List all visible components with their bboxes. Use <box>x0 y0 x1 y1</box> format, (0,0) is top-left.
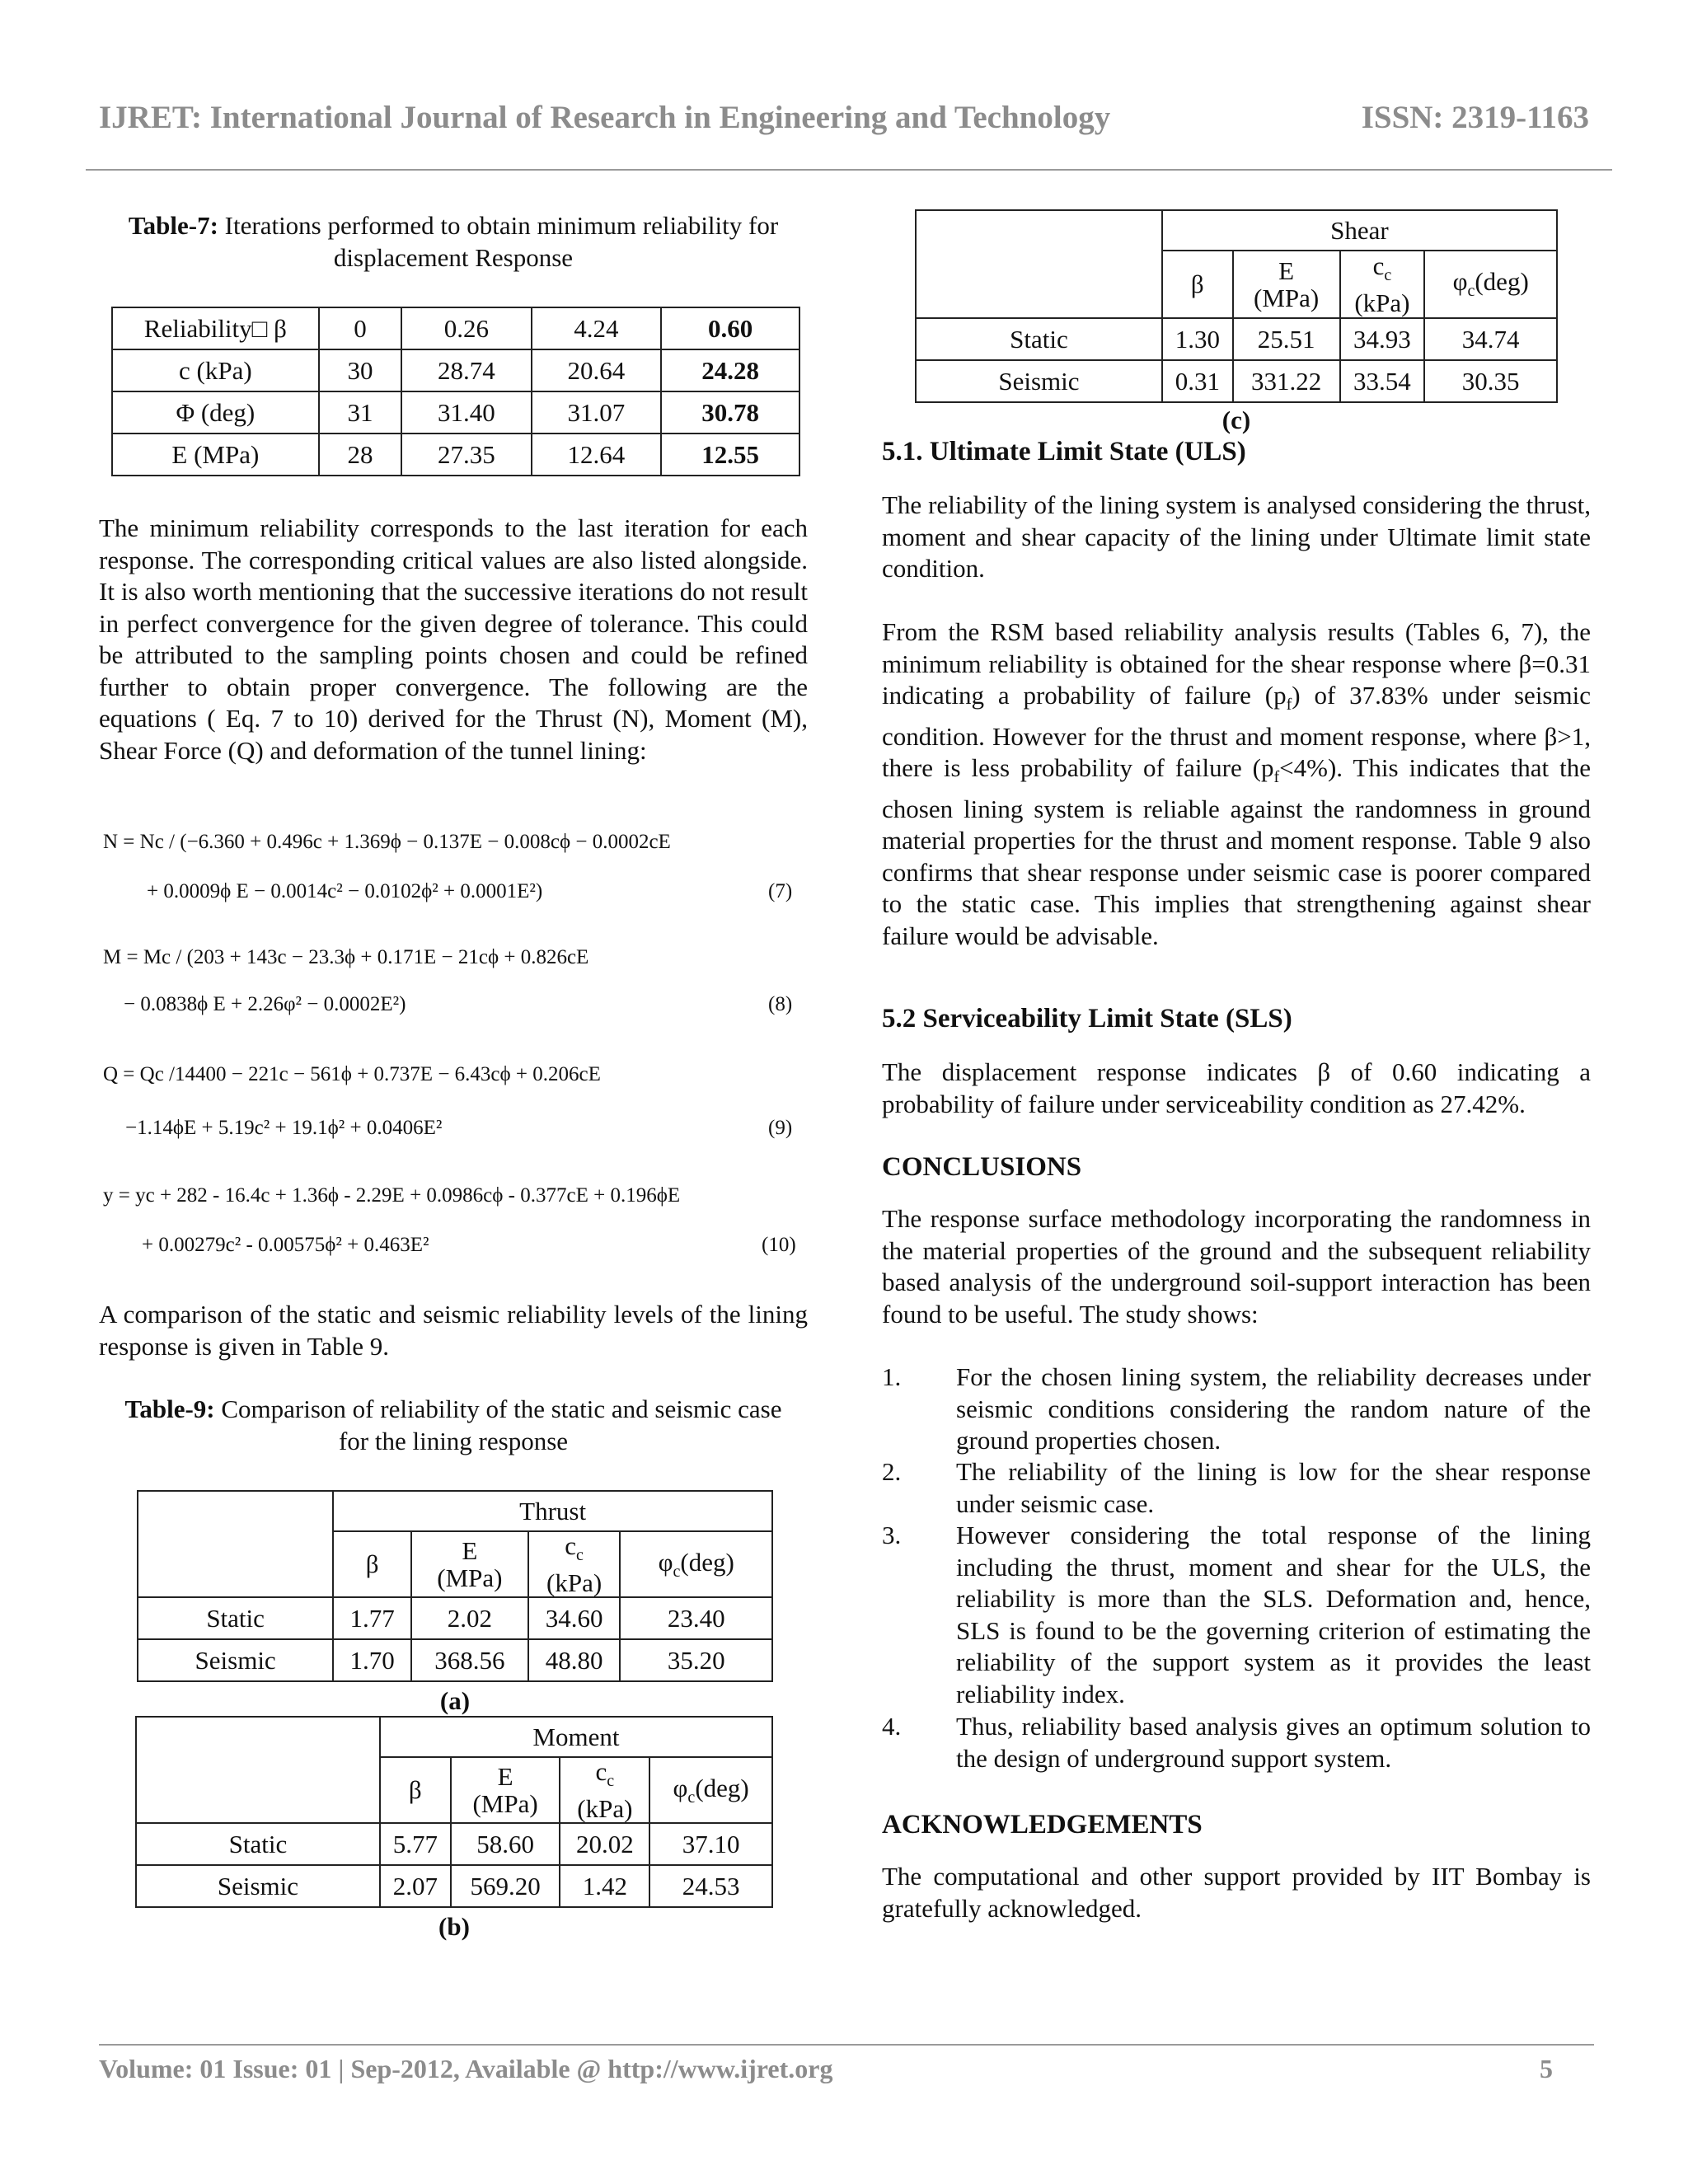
list-number: 1. <box>882 1362 902 1391</box>
table9-label-a: (a) <box>439 1686 471 1715</box>
row-label: Seismic <box>138 1639 333 1681</box>
table-cell: 368.56 <box>411 1639 528 1681</box>
journal-title: IJRET: International Journal of Research in Engineering and Technology <box>99 100 1111 135</box>
list-number: 2. <box>882 1457 902 1486</box>
table-cell: 331.22 <box>1233 360 1340 402</box>
group-header: Thrust <box>333 1491 772 1531</box>
col-c: $c_c$ (kPa) <box>528 1531 621 1597</box>
col-beta: β <box>1162 251 1233 318</box>
table-cell: 31 <box>319 391 401 434</box>
table-cell: 34.93 <box>1340 318 1425 360</box>
list-text: For the chosen lining system, the reliability decreases under seismic conditions considering the random nature of the ground properties chosen. <box>956 1362 1591 1455</box>
table-row <box>112 434 799 476</box>
eq9-line1: Q = Qc /14400 − 221c − 561ϕ + 0.737E − 6.43cϕ + 0.206cE <box>103 1063 601 1085</box>
table-cell: 1.77 <box>333 1597 411 1639</box>
footer-rule <box>99 2044 1594 2046</box>
left-para2: A comparison of the static and seismic reliability levels of the lining response is given in Table 9. <box>99 1300 808 1361</box>
col-c: $c_c$ (kPa) <box>1340 251 1425 318</box>
footer-text: Volume: 01 Issue: 01 | Sep-2012, Available @ http://www.ijret.org <box>99 2054 833 2083</box>
table-cell: 28 <box>319 434 401 476</box>
table-cell: 0.60 <box>661 307 799 349</box>
table-cell: 37.10 <box>649 1823 772 1865</box>
table-cell: 2.02 <box>411 1597 528 1639</box>
table9-label-c: (c) <box>1221 405 1251 434</box>
col-beta: β <box>333 1531 411 1597</box>
table-row <box>112 349 799 391</box>
table-row <box>136 1823 772 1865</box>
table-cell: 34.60 <box>528 1597 621 1639</box>
table-cell: 27.35 <box>401 434 531 476</box>
eq7-line1: N = Nc / (−6.360 + 0.496c + 1.369ϕ − 0.137E − 0.008cϕ − 0.0002cE <box>103 831 671 853</box>
group-header: Moment <box>380 1717 772 1757</box>
table-cell: 2.07 <box>380 1865 451 1907</box>
table-cell: 33.54 <box>1340 360 1425 402</box>
list-text: Thus, reliability based analysis gives an optimum solution to the design of underground support system. <box>956 1712 1591 1773</box>
table-cell: 4.24 <box>532 307 661 349</box>
eq10-number: (10) <box>762 1234 796 1256</box>
eq9-line2: −1.14ϕE + 5.19c² + 19.1ϕ² + 0.0406E² <box>125 1117 443 1139</box>
conclusions-para: The response surface methodology incorporating the randomness in the material properties of the ground and the subsequent reliability based analysis of the underground soil-support interaction has been found to be useful. The study shows: <box>882 1204 1591 1329</box>
uls-para1: The reliability of the lining system is analysed considering the thrust, moment and shear capacity of the lining under Ultimate limit state condition. <box>882 490 1591 583</box>
table-cell: 30 <box>319 349 401 391</box>
table9-thrust <box>137 1490 773 1682</box>
table-cell: 12.64 <box>532 434 661 476</box>
list-number: 3. <box>882 1521 902 1549</box>
table9-moment <box>135 1716 773 1908</box>
table-cell: 569.20 <box>451 1865 560 1907</box>
table-cell: 0.26 <box>401 307 531 349</box>
table-cell: 58.60 <box>451 1823 560 1865</box>
row-label: Reliability□ β <box>112 307 319 349</box>
table-row <box>138 1639 772 1681</box>
table-cell: 31.40 <box>401 391 531 434</box>
empty-corner <box>136 1717 380 1823</box>
col-e: E (MPa) <box>1233 251 1340 318</box>
table-cell: 0.31 <box>1162 360 1233 402</box>
uls-para2: From the RSM based reliability analysis results (Tables 6, 7), the minimum reliability is obtained for the shear response where β=0.31 indicating a probability of failure $(p_f)$ of 37.83% under seismic condition. However for the thrust and moment response, where β>1, there is less probability of failure $(p_f<4\%)$. This indicates that the chosen lining system is reliable against the randomness in ground material properties for the thrust and moment response. Table 9 also confirms that shear response under seismic case is poorer compared to the static case. This implies that strengthening against shear failure would be advisable. <box>882 617 1591 950</box>
list-text: The reliability of the lining is low for the shear response under seismic case. <box>956 1457 1591 1518</box>
eq8-line2: − 0.0838ϕ E + 2.26φ² − 0.0002E²) <box>124 993 406 1015</box>
table-cell: 30.35 <box>1424 360 1557 402</box>
table-cell: 25.51 <box>1233 318 1340 360</box>
conclusions-heading: CONCLUSIONS <box>882 1152 1082 1182</box>
row-label: Static <box>138 1597 333 1639</box>
table-row <box>112 307 799 349</box>
eq10-line2: + 0.00279c² - 0.00575ϕ² + 0.463E² <box>142 1234 429 1256</box>
row-label: Seismic <box>136 1865 380 1907</box>
table-row <box>136 1865 772 1907</box>
table-cell: 1.30 <box>1162 318 1233 360</box>
table-cell: 20.64 <box>532 349 661 391</box>
table-cell: 1.70 <box>333 1639 411 1681</box>
eq8-number: (8) <box>768 993 793 1015</box>
list-number: 4. <box>882 1712 902 1741</box>
table-cell: 23.40 <box>620 1597 772 1639</box>
page-number: 5 <box>1540 2054 1553 2083</box>
table-cell: 28.74 <box>401 349 531 391</box>
sls-heading: 5.2 Serviceability Limit State (SLS) <box>882 1004 1292 1033</box>
row-label: E (MPa) <box>112 434 319 476</box>
col-phi: $\varphi_c(deg)$ <box>649 1757 772 1823</box>
table-cell: 35.20 <box>620 1639 772 1681</box>
table-cell: 30.78 <box>661 391 799 434</box>
eq7-line2: + 0.0009ϕ E − 0.0014c² − 0.0102ϕ² + 0.0001E²) <box>147 880 543 902</box>
table-cell: 24.53 <box>649 1865 772 1907</box>
table9-shear <box>915 209 1558 403</box>
table-cell: 31.07 <box>532 391 661 434</box>
ack-para: The computational and other support provided by IIT Bombay is gratefully acknowledged. <box>882 1862 1591 1923</box>
empty-corner <box>916 210 1162 318</box>
header-rule <box>86 169 1612 171</box>
table-row <box>138 1597 772 1639</box>
table-row <box>916 318 1557 360</box>
table-cell: 0 <box>319 307 401 349</box>
list-text: However considering the total response of the lining including the thrust, moment and shear for the ULS, the reliability is more than the SLS. Deformation and, hence, SLS is found to be the governing criterion of estimating the reliability of the support system as it provides the least reliability index. <box>956 1521 1591 1708</box>
conclusions-list <box>882 1361 1591 1774</box>
ack-heading: ACKNOWLEDGEMENTS <box>882 1810 1203 1840</box>
col-phi: $\varphi_c(deg)$ <box>620 1531 772 1597</box>
row-label: Static <box>916 318 1162 360</box>
col-e: E (MPa) <box>411 1531 528 1597</box>
row-label: Φ (deg) <box>112 391 319 434</box>
col-phi: $\varphi_c(deg)$ <box>1424 251 1557 318</box>
col-e: E (MPa) <box>451 1757 560 1823</box>
table-cell: 12.55 <box>661 434 799 476</box>
eq9-number: (9) <box>768 1117 793 1139</box>
uls-heading: 5.1. Ultimate Limit State (ULS) <box>882 437 1246 466</box>
col-beta: β <box>380 1757 451 1823</box>
table7 <box>111 307 800 476</box>
table9-caption: Table-9: Comparison of reliability of the static and seismic case for the lining response <box>124 1394 782 1455</box>
table-row <box>916 360 1557 402</box>
eq7-number: (7) <box>768 880 793 902</box>
table9-label-b: (b) <box>438 1912 470 1941</box>
eq8-line1: M = Mc / (203 + 143c − 23.3ϕ + 0.171E − 21cϕ + 0.826cE <box>103 946 589 968</box>
row-label: Seismic <box>916 360 1162 402</box>
eq10-line1: y = yc + 282 - 16.4c + 1.36ϕ - 2.29E + 0.0986cϕ - 0.377cE + 0.196ϕE <box>103 1184 681 1207</box>
sls-para: The displacement response indicates β of 0.60 indicating a probability of failure under serviceability condition as 27.42%. <box>882 1057 1591 1118</box>
row-label: c (kPa) <box>112 349 319 391</box>
table-cell: 24.28 <box>661 349 799 391</box>
col-c: $c_c$ (kPa) <box>560 1757 649 1823</box>
table-cell: 34.74 <box>1424 318 1557 360</box>
table7-caption: Table-7: Iterations performed to obtain minimum reliability for displacement Response <box>128 211 779 272</box>
row-label: Static <box>136 1823 380 1865</box>
table-cell: 5.77 <box>380 1823 451 1865</box>
empty-corner <box>138 1491 333 1597</box>
table-row <box>112 391 799 434</box>
group-header: Shear <box>1162 210 1557 251</box>
left-para1: The minimum reliability corresponds to the last iteration for each response. The corresponding critical values are also listed alongside. It is also worth mentioning that the successive iterations do not result in perfect convergence for the given degree of tolerance. This could be attributed to the sampling points chosen and could be refined further to obtain proper convergence. The following are the equations ( Eq. 7 to 10) derived for the Thrust (N), Moment (M), Shear Force (Q) and deformation of the tunnel lining: <box>99 513 808 765</box>
issn: ISSN: 2319-1163 <box>1361 100 1589 135</box>
table-cell: 1.42 <box>560 1865 649 1907</box>
table-cell: 20.02 <box>560 1823 649 1865</box>
table-cell: 48.80 <box>528 1639 621 1681</box>
